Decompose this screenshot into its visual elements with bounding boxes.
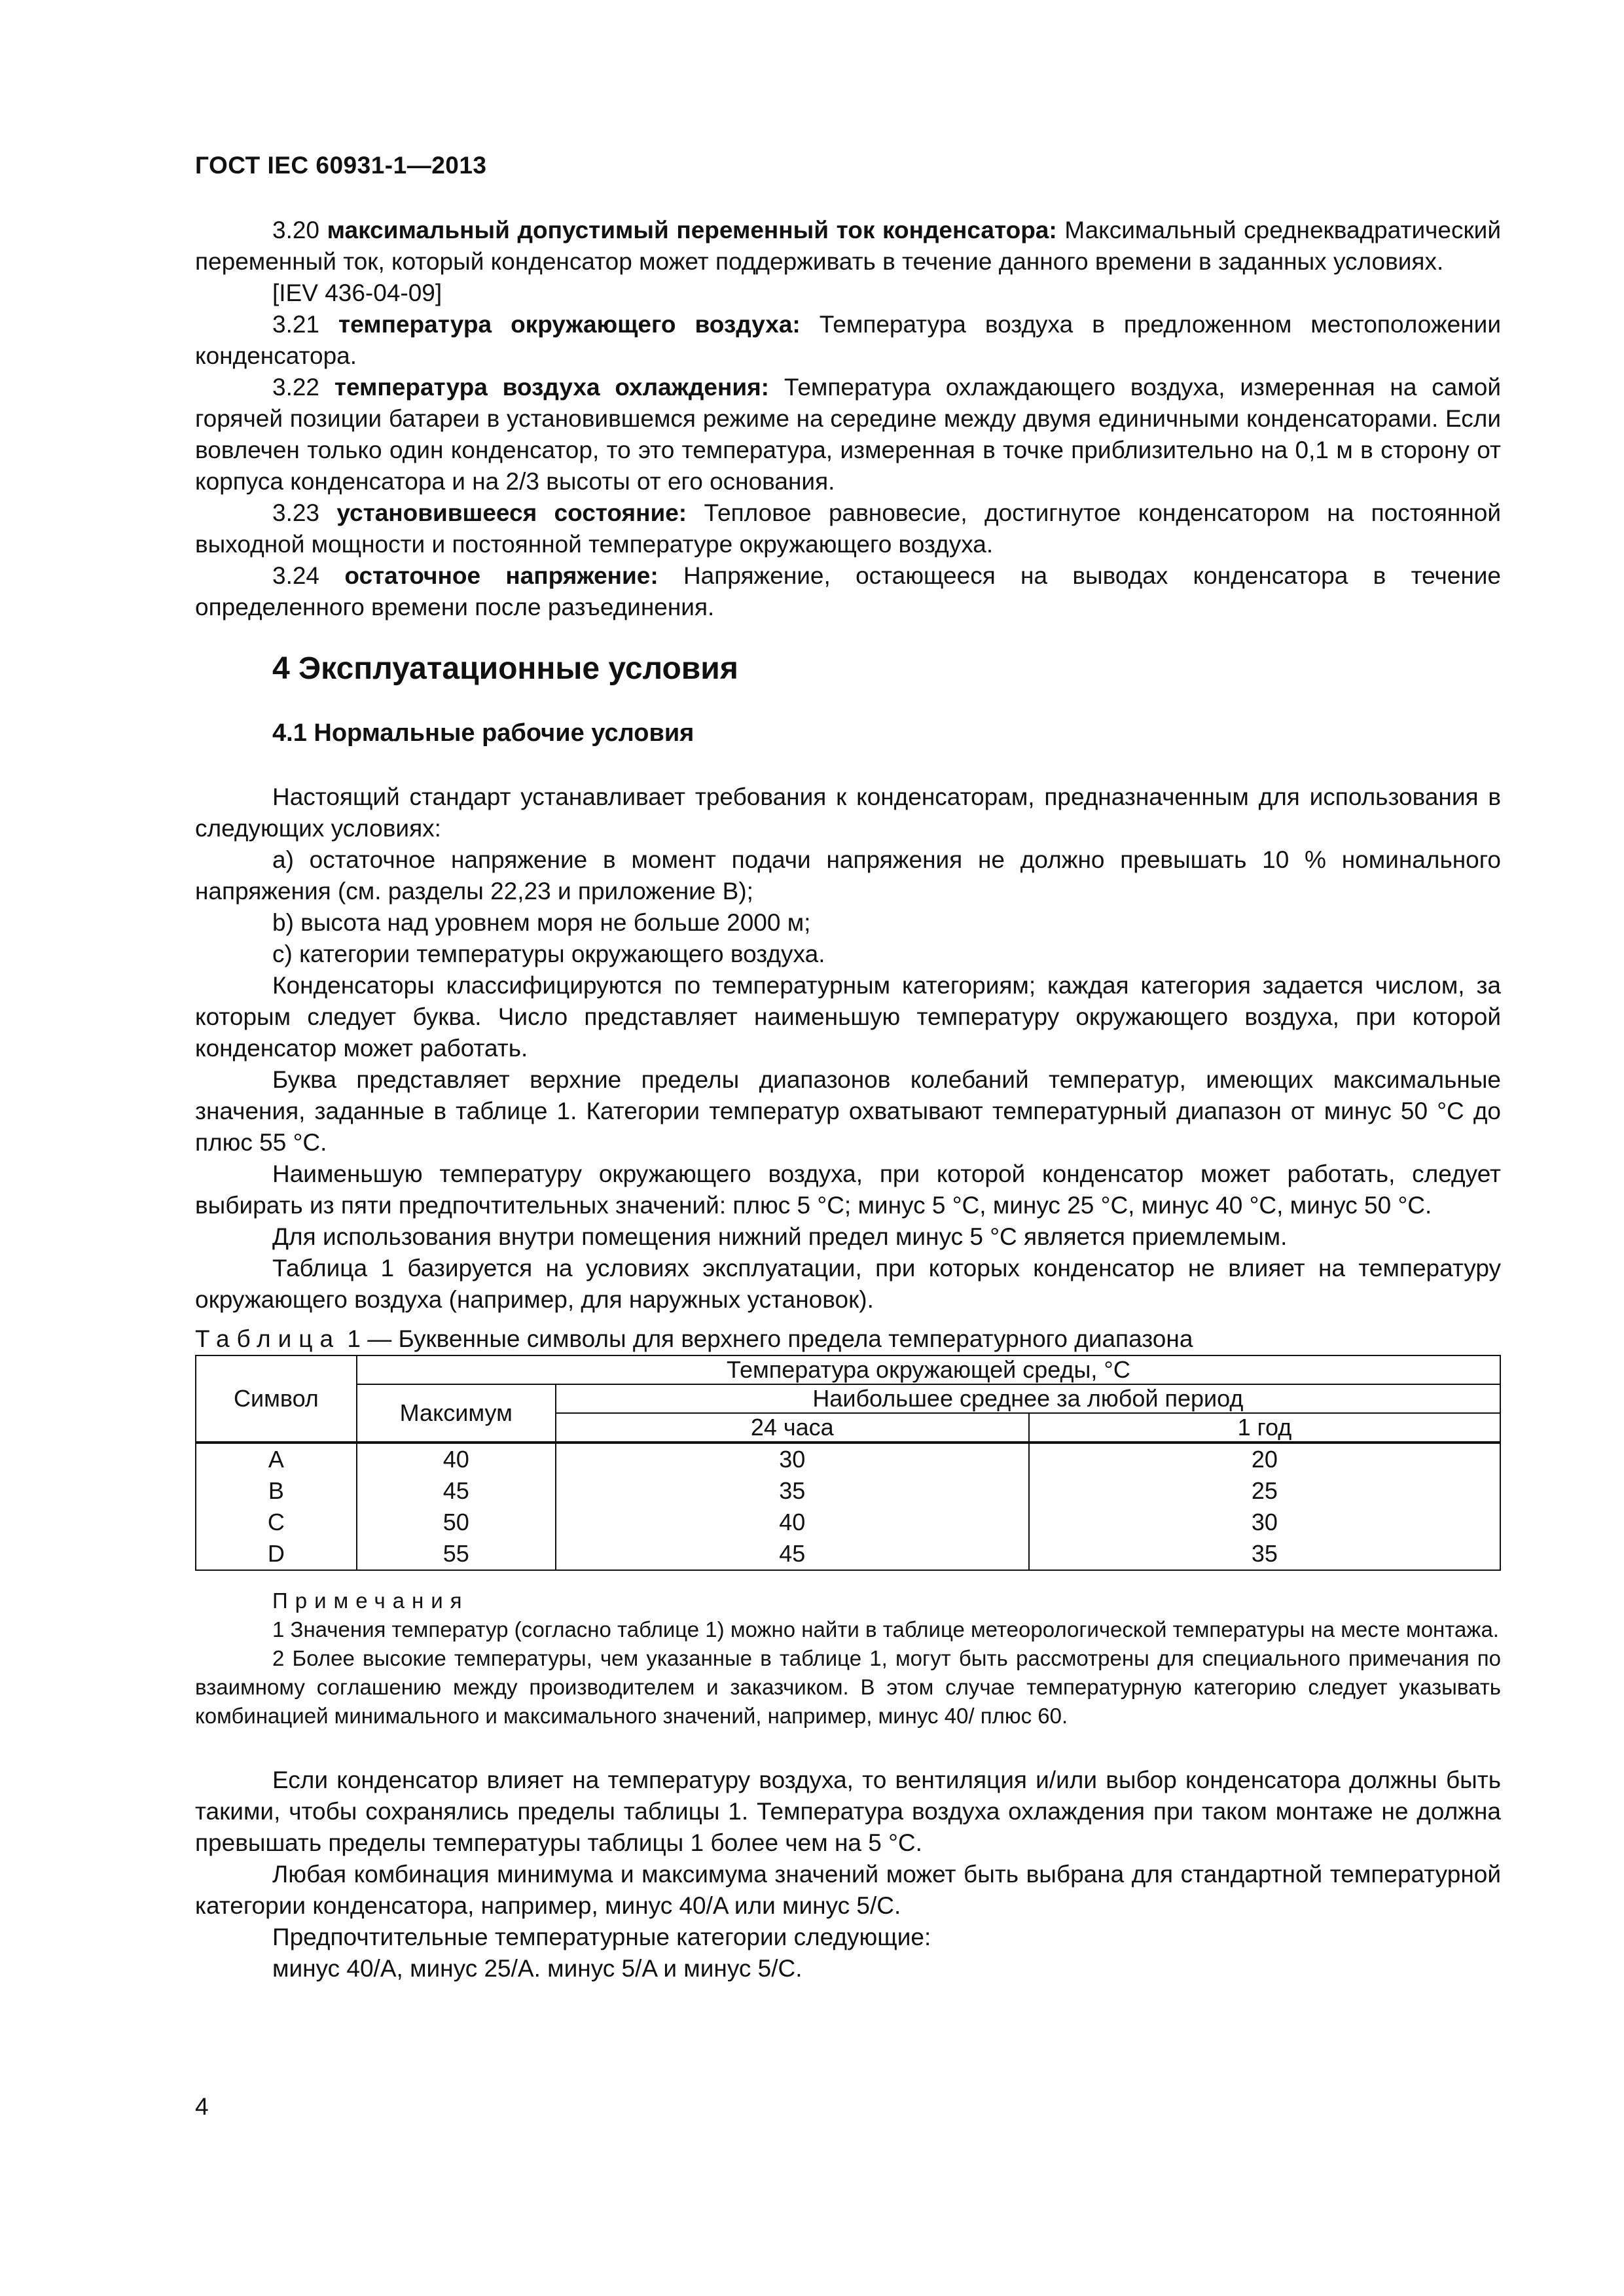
page-number: 4	[195, 2093, 209, 2120]
cell-maximum: 50	[357, 1507, 556, 1538]
notes-title: Примечания	[272, 1588, 469, 1613]
cell-24h: 30	[556, 1443, 1029, 1475]
cell-24h: 45	[556, 1538, 1029, 1570]
def-text: Температура воздуха в предложенном местоположении конденсатора.	[195, 311, 1501, 369]
preferred-categories-list: минус 40/A, минус 25/A. минус 5/A и минус 5/C.	[272, 1955, 803, 1982]
definition-3-23	[195, 497, 1501, 560]
body-paragraph: Наименьшую температуру окружающего воздуха, при которой конденсатор может работать, следует выбирать из пяти предпочтительных значений: плюс 5 °C; минус 5 °C, минус 25 °C, минус 40 °C, минус 50 °C.	[195, 1160, 1501, 1219]
cell-symbol: A	[196, 1443, 357, 1475]
def-text: Температура охлаждающего воздуха, измеренная на самой горячей позиции батареи в установившемся режиме на середине между двумя единичными конденсаторами. Если вовлечен только один конденсатор, то это температура, измеренная в точке приблизительно на 0,1 м в сторону от корпуса конденсатора и на 2/3 высоты от его основания.	[195, 374, 1502, 495]
body-paragraph: Для использования внутри помещения нижний предел минус 5 °C является приемлемым.	[272, 1223, 1288, 1250]
def-number: 3.21	[272, 311, 320, 338]
body-paragraph: Если конденсатор влияет на температуру воздуха, то вентиляция и/или выбор конденсатора должны быть такими, чтобы сохранялись пределы таблицы 1. Температура воздуха охлаждения при таком монтаже не должна превышать пределы температуры таблицы 1 более чем на 5 °C.	[195, 1767, 1501, 1856]
cell-symbol: C	[196, 1507, 357, 1538]
definition-3-24	[195, 560, 1501, 623]
cell-maximum: 40	[357, 1443, 556, 1475]
condition-item-c: c) категории температуры окружающего воздуха.	[272, 941, 825, 967]
note-item: 1 Значения температур (согласно таблице 1) можно найти в таблице метеорологической температуры на месте монтажа.	[272, 1617, 1499, 1641]
iev-reference: [IEV 436-04-09]	[272, 279, 442, 306]
cell-maximum: 55	[357, 1538, 556, 1570]
temperature-category-table	[195, 1355, 1501, 1571]
condition-item-b: b) высота над уровнем моря не больше 2000 м;	[272, 909, 811, 936]
def-number: 3.24	[272, 562, 320, 589]
table-row	[196, 1443, 1500, 1475]
def-term: температура воздуха охлаждения:	[334, 374, 769, 401]
def-term: остаточное напряжение:	[344, 562, 659, 589]
table-row	[196, 1475, 1500, 1507]
cell-24h: 40	[556, 1507, 1029, 1538]
table-caption-text: 1 — Буквенные символы для верхнего предела температурного диапазона	[347, 1325, 1193, 1352]
document-id-header: ГОСТ IEC 60931-1—2013	[195, 152, 487, 179]
table-caption	[195, 1325, 1501, 1354]
cell-symbol: B	[196, 1475, 357, 1507]
def-text: Напряжение, остающееся на выводах конденсатора в течение определенного времени после разъединения.	[195, 562, 1502, 620]
col-header-symbol: Символ	[196, 1355, 357, 1443]
table-caption-label: Таблица	[195, 1325, 341, 1352]
definition-3-20	[195, 215, 1501, 278]
table-row	[196, 1538, 1500, 1570]
table-row	[196, 1507, 1500, 1538]
cell-1year: 30	[1029, 1507, 1500, 1538]
definition-3-21	[195, 309, 1501, 372]
def-number: 3.23	[272, 499, 320, 526]
section-intro: Настоящий стандарт устанавливает требования к конденсаторам, предназначенным для использования в следующих условиях:	[195, 783, 1501, 842]
table-notes	[195, 1587, 1501, 1731]
condition-item-a: a) остаточное напряжение в момент подачи напряжения не должно превышать 10 % номинального напряжения (см. разделы 22,23 и приложение B);	[195, 846, 1501, 905]
definition-3-22	[195, 372, 1501, 497]
def-text: Максимальный среднеквадратический переменный ток, который конденсатор может поддерживать в течение данного времени в заданных условиях.	[195, 217, 1501, 275]
col-header-highest-average: Наибольшее среднее за любой период	[556, 1384, 1500, 1413]
cell-1year: 20	[1029, 1443, 1500, 1475]
body-paragraph: Конденсаторы классифицируются по температурным категориям; каждая категория задается числом, за которым следует буква. Число представляет наименьшую температуру окружающего воздуха, при которой конденсатор может работать.	[195, 972, 1501, 1062]
def-number: 3.22	[272, 374, 320, 401]
def-text: Тепловое равновесие, достигнутое конденсатором на постоянной выходной мощности и постоянной температуре окружающего воздуха.	[195, 499, 1502, 558]
def-number: 3.20	[272, 217, 320, 243]
cell-1year: 25	[1029, 1475, 1500, 1507]
body-paragraph: Любая комбинация минимума и максимума значений может быть выбрана для стандартной температурной категории конденсатора, например, минус 40/A или минус 5/C.	[195, 1861, 1501, 1919]
cell-maximum: 45	[357, 1475, 556, 1507]
note-item: 2 Более высокие температуры, чем указанные в таблице 1, могут быть рассмотрены для специального примечания по взаимному соглашению между производителем и заказчиком. В этом случае температурную категорию следует указывать комбинацией минимального и максимального значений, например, минус 40/ плюс 60.	[195, 1646, 1501, 1728]
def-term: температура окружающего воздуха:	[338, 311, 801, 338]
cell-1year: 35	[1029, 1538, 1500, 1570]
subsection-heading: 4.1 Нормальные рабочие условия	[272, 719, 695, 747]
body-paragraph: Таблица 1 базируется на условиях эксплуатации, при которых конденсатор не влияет на температуру окружающего воздуха (например, для наружных установок).	[195, 1255, 1501, 1313]
col-header-maximum: Максимум	[357, 1384, 556, 1443]
body-paragraph: Предпочтительные температурные категории следующие:	[272, 1924, 931, 1950]
def-term: установившееся состояние:	[336, 499, 687, 526]
section-heading: 4 Эксплуатационные условия	[272, 651, 738, 686]
body-paragraph: Буква представляет верхние пределы диапазонов колебаний температур, имеющих максимальные значения, заданные в таблице 1. Категории температур охватывают температурный диапазон от минус 50 °C до плюс 55 °C.	[195, 1066, 1501, 1156]
closing-paragraphs	[195, 1765, 1501, 1984]
def-term: максимальный допустимый переменный ток конденсатора:	[327, 217, 1057, 243]
col-header-ambient-temp: Температура окружающей среды, °C	[357, 1355, 1500, 1384]
cell-24h: 35	[556, 1475, 1029, 1507]
page-content	[195, 215, 1501, 1984]
col-header-24h: 24 часа	[556, 1413, 1029, 1443]
col-header-1year: 1 год	[1029, 1413, 1500, 1443]
cell-symbol: D	[196, 1538, 357, 1570]
